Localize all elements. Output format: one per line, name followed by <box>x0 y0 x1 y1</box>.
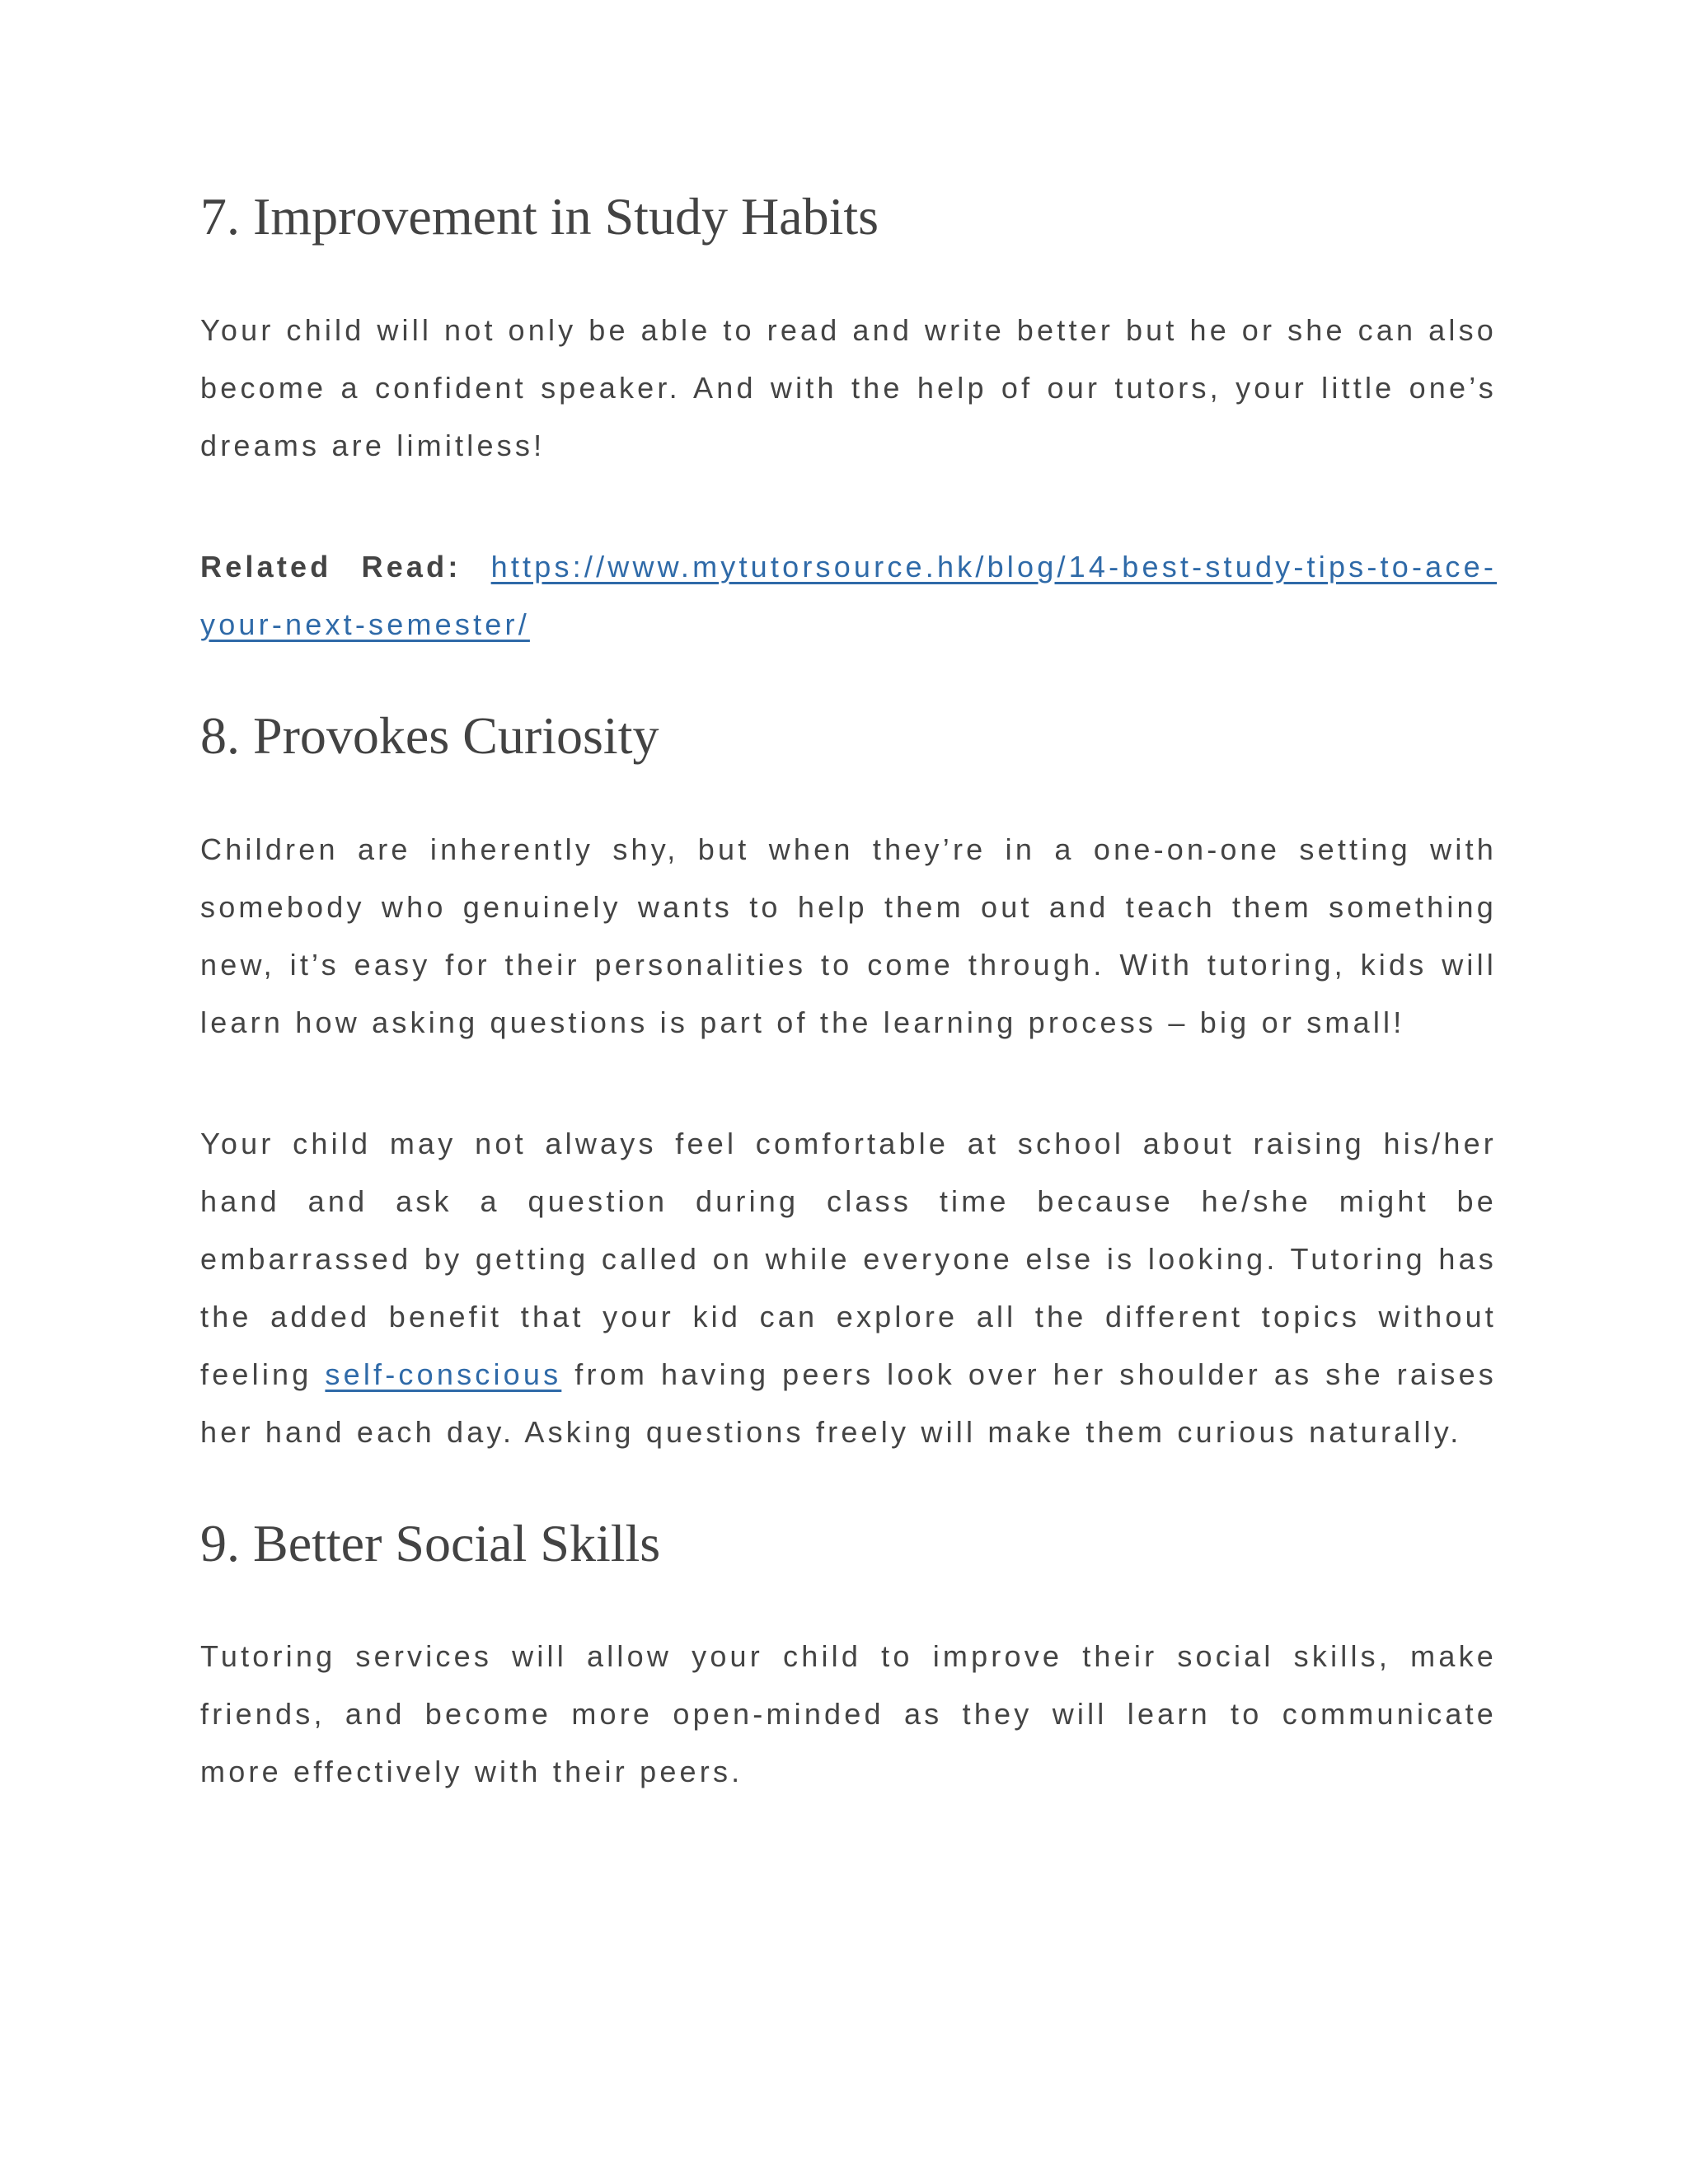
paragraph-curiosity-2-end: from having peers look over her shoulder as she raises her hand each day. Asking questions freely will make them curious naturally. <box>200 1357 1498 1449</box>
paragraph-study-habits: Your child will not only be able to read and write better but he or she can also become a confident speaker. And with the help of our tutors, your little one’s dreams are limitless! <box>200 312 1497 462</box>
related-read-link[interactable]: https://www.mytutorsource.hk/blog/14-best-study-tips-to-ace-your-next-semester/ <box>200 549 1498 641</box>
paragraph-social-skills: Tutoring services will allow your child to improve their social skills, make friends, and become more open-minded as they will learn to communicate more effectively with their peers. <box>200 1639 1497 1789</box>
related-read <box>200 538 1497 654</box>
paragraph-curiosity-2-start: Your child may not always feel comfortable at school about raising his/her hand and ask a question during class time because he/she might be embarrassed by getting called on while everyone else is looking. Tutoring has the added benefit that your kid can explore all the different topics without feeling <box>200 1126 1497 1391</box>
heading-provokes-curiosity: 8. Provokes Curiosity <box>200 705 659 765</box>
self-conscious-link[interactable]: self-conscious <box>325 1357 562 1391</box>
heading-study-habits: 7. Improvement in Study Habits <box>200 187 879 246</box>
paragraph-curiosity-2 <box>200 1115 1497 1461</box>
document-page <box>200 185 1497 1801</box>
related-read-label: Related Read: <box>200 549 462 583</box>
heading-social-skills: 9. Better Social Skills <box>200 1513 661 1572</box>
paragraph-curiosity-1: Children are inherently shy, but when they’re in a one-on-one setting with somebody who genuinely wants to help them out and teach them something new, it’s easy for their personalities to come through. With tutoring, kids will learn how asking questions is part of the learning process – big or small! <box>200 832 1497 1039</box>
